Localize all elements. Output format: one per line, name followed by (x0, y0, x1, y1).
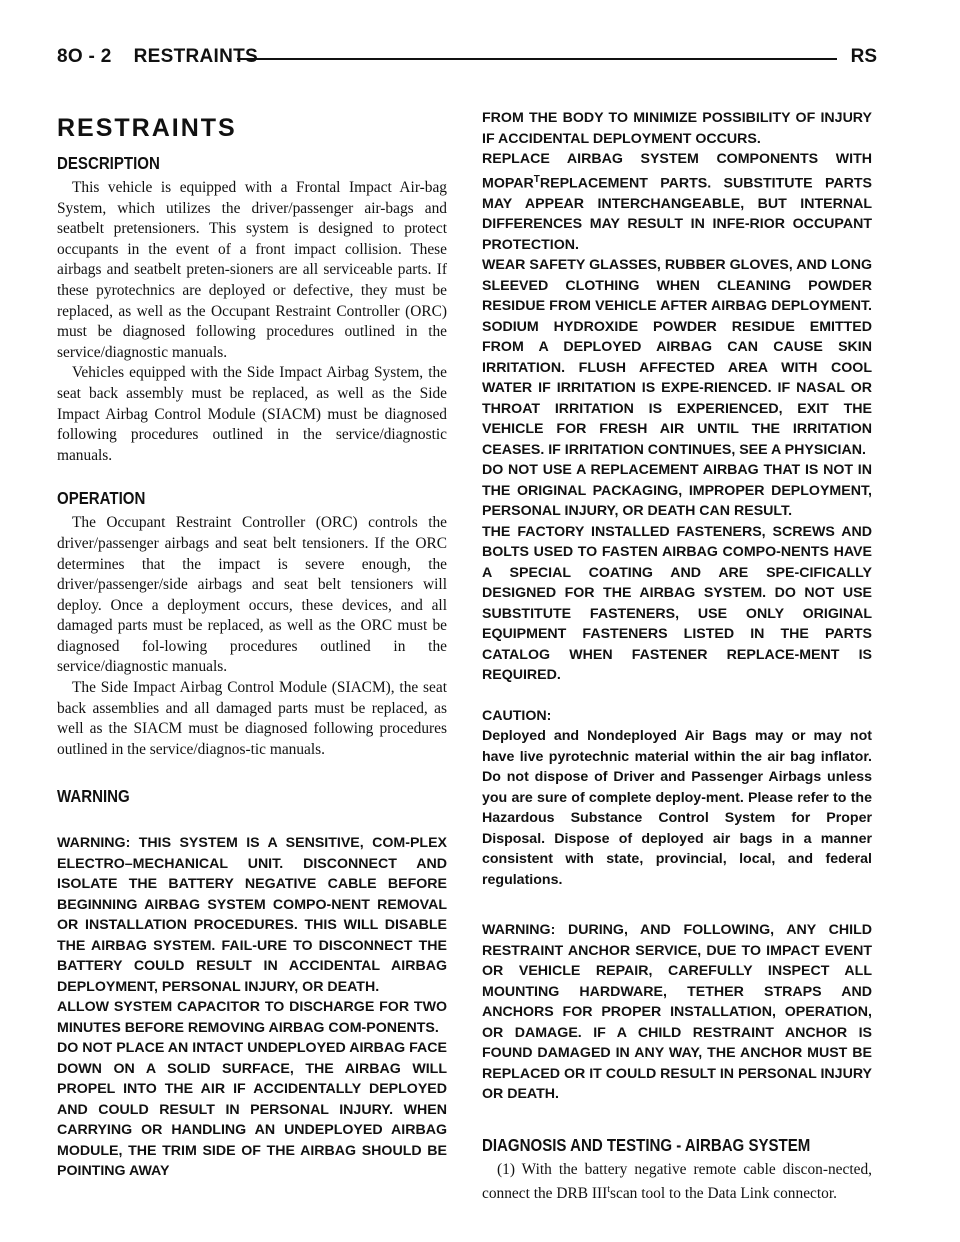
operation-paragraph-2: The Side Impact Airbag Control Module (SIACM), the seat back assemblies and all damaged parts must be replaced, as well as the SIACM must be diagnosed following procedures outlined in the service/diagnos-tic manuals. (57, 679, 447, 758)
warning-heading: WARNING (57, 786, 130, 807)
description-heading: DESCRIPTION (57, 153, 160, 173)
spacer (482, 686, 872, 706)
mopar-text-rest: REPLACEMENT PARTS. SUBSTITUTE PARTS MAY APPEAR INTERCHANGEABLE, BUT INTERNAL DIFFERENCES MAY RESULT IN INFE-RIOR OCCUPANT PROTECTION. (482, 175, 872, 253)
diagnosis-step-1 (482, 1160, 872, 1205)
page-title: RESTRAINTS (57, 114, 237, 142)
warning-paragraph-packaging: DO NOT USE A REPLACEMENT AIRBAG THAT IS NOT IN THE ORIGINAL PACKAGING, IMPROPER DEPLOYMENT, PERSONAL INJURY, OR DEATH CAN RESULT. (482, 462, 872, 520)
right-column (482, 108, 872, 1205)
mopar-text: REPLACE AIRBAG SYSTEM COMPONENTS WITH MOPAR (482, 151, 872, 192)
warning-paragraph-safety-glasses: WEAR SAFETY GLASSES, RUBBER GLOVES, AND LONG SLEEVED CLOTHING WHEN CLEANING POWDER RESIDUE FROM VEHICLE AFTER AIRBAG DEPLOYMENT. SODIUM HYDROXIDE POWDER RESIDUE EMITTED FROM A DEPLOYED AIRBAG CAN CAUSE SKIN IRRITATION. FLUSH AFFECTED AREA WITH COOL WATER IF IRRITATION IS EXPE-RIENCED. IF NASAL OR THROAT IRRITATION IS EXPERIENCED, EXIT THE VEHICLE FOR FRESH AIR UNTIL THE IRRITATION CEASES. IF IRRITATION CONTINUES, SEE A PHYSICIAN. (482, 257, 872, 458)
page-header (57, 46, 877, 72)
header-left (57, 46, 258, 68)
description-paragraph-1: This vehicle is equipped with a Frontal Impact Air-bag System, which utilizes the driver/passenger air-bags and seatbelt pretensioners. This system is designed to protect occupants in the event of a front impact collision. These airbags and seatbelt preten-sioners are all serviceable parts. If these pyrotechnics are deployed or defective, they must be replaced, as well as the Occupant Restraint Controller (ORC) must be diagnosed following procedures outlined in the service/diagnostic manuals. (57, 179, 447, 361)
section-name: RESTRAINTS (133, 46, 259, 67)
header-rule (237, 58, 837, 60)
trademark-mark: T (533, 173, 540, 185)
warning-paragraph-disconnect: WARNING: THIS SYSTEM IS A SENSITIVE, COM-PLEX ELECTRO–MECHANICAL UNIT. DISCONNECT AND ISOLATE THE BATTERY NEGATIVE CABLE BEFORE BEGINNING AIRBAG SYSTEM COMPO-NENT REMOVAL OR INSTALLATION PROCEDURES. THIS WILL DISABLE THE AIRBAG SYSTEM. FAIL-URE TO DISCONNECT THE BATTERY COULD RESULT IN ACCIDENTAL AIRBAG DEPLOYMENT, PERSONAL INJURY, OR DEATH. (57, 835, 447, 995)
operation-heading: OPERATION (57, 488, 146, 509)
warning-paragraph-mopar (482, 149, 872, 255)
spacer (482, 890, 872, 920)
caution-label: CAUTION: (482, 707, 552, 724)
warning-paragraph-fasteners: THE FACTORY INSTALLED FASTENERS, SCREWS AND BOLTS USED TO FASTEN AIRBAG COMPO-NENTS HAVE A SPECIAL COATING AND ARE SPE-CIFICALLY DESIGNED FOR THE AIRBAG SYSTEM. DO NOT USE SUBSTITUTE FASTENERS, USE ONLY ORIGINAL EQUIPMENT FASTENERS LISTED IN THE PARTS CATALOG WHEN FASTENER REPLACE-MENT IS REQUIRED. (482, 523, 872, 684)
page-number: 8O - 2 (57, 46, 112, 67)
description-paragraph-2: Vehicles equipped with the Side Impact Airbag System, the seat back assembly must be replaced, as well as the Side Impact Airbag Control Module (SIACM) must be diagnosed following procedures outlined in the service/diagnostic manuals. (57, 364, 447, 464)
diagnosis-heading: DIAGNOSIS AND TESTING - AIRBAG SYSTEM (482, 1134, 811, 1155)
model-code: RS (850, 46, 877, 67)
spacer (57, 811, 447, 833)
warning-paragraph-continued: FROM THE BODY TO MINIMIZE POSSIBILITY OF INJURY IF ACCIDENTAL DEPLOYMENT OCCURS. (482, 110, 872, 147)
caution-paragraph: Deployed and Nondeployed Air Bags may or may not have live pyrotechnic material within the air bag inflator. Do not dispose of Driver and Passenger Airbags unless you are sure of complete deploy-ment. Please refer to the Hazardous Substance Control System for Proper Disposal. Dispose of deployed air bags in a manner consistent with state, provincial, local, and federal regulations. (482, 728, 872, 888)
diagnosis-step-1-text-rest: scan tool to the Data Link connector. (610, 1185, 837, 1203)
trademark-mark: t (607, 1184, 611, 1196)
diagnosis-step-1-text: (1) With the battery negative remote cable discon-nected, connect the DRB III (482, 1160, 872, 1203)
warning-paragraph-face-down: DO NOT PLACE AN INTACT UNDEPLOYED AIRBAG FACE DOWN ON A SOLID SURFACE, THE AIRBAG WILL PROPEL INTO THE AIR IF ACCIDENTALLY DEPLOYED AND COULD RESULT IN PERSONAL INJURY. WHEN CARRYING OR HANDLING AN UNDEPLOYED AIRBAG MODULE, THE TRIM SIDE OF THE AIRBAG SHOULD BE POINTING AWAY (57, 1040, 447, 1180)
operation-paragraph-1: The Occupant Restraint Controller (ORC) controls the driver/passenger airbags and seat belt tensioners. If the ORC determines that the impact is severe enough, the driver/passenger/side airbags and seat belt tensioners will deploy. Once a deployment occurs, these devices, and all damaged parts must be replaced, as well as the ORC must be diagnosed fol-lowing procedures outlined in the service/diagnostic manuals. (57, 514, 447, 676)
left-column (57, 104, 447, 1182)
warning-paragraph-capacitor: ALLOW SYSTEM CAPACITOR TO DISCHARGE FOR TWO MINUTES BEFORE REMOVING AIRBAG COM-PONENTS. (57, 999, 447, 1036)
warning-paragraph-child-restraint: WARNING: DURING, AND FOLLOWING, ANY CHILD RESTRAINT ANCHOR SERVICE, DUE TO IMPACT EVENT OR VEHICLE REPAIR, CAREFULLY INSPECT ALL MOUNTING HARDWARE, TETHER STRAPS AND ANCHORS FOR PROPER INSTALLATION, OPERATION, OR DAMAGE. IF A CHILD RESTRAINT ANCHOR IS FOUND DAMAGED IN ANY WAY, THE ANCHOR MUST BE REPLACED OR IT COULD RESULT IN PERSONAL INJURY OR DEATH. (482, 922, 872, 1103)
